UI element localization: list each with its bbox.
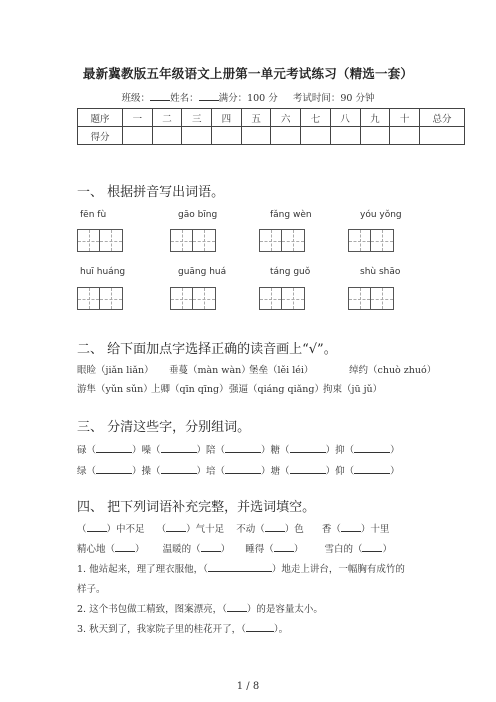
pinyin: shù shāo [360,267,401,277]
word-group-line [77,442,400,456]
writing-grid[interactable] [348,229,394,252]
char-label: ）塘（ [261,466,290,477]
text: ） [220,544,231,555]
question-1-cont: 样子。 [77,584,106,595]
question-2 [77,601,323,615]
text: 精心地（ [77,544,116,555]
answer-blank[interactable] [354,464,390,474]
text: ）色 [284,524,304,535]
score-cell[interactable] [420,127,465,145]
text: ） [135,544,145,555]
reading-choice[interactable]: 上卿（qīn qīng） [151,384,229,395]
answer-blank[interactable] [161,464,197,474]
score-header-cell: 一 [123,109,153,127]
answer-blank[interactable] [227,602,247,612]
char-label: 绿（ [77,466,97,477]
pinyin: huī huáng [80,267,126,277]
score-cell[interactable] [123,127,153,145]
answer-blank[interactable] [161,443,197,453]
answer-blank[interactable] [362,542,382,552]
pinyin: gāo bīng [178,210,218,220]
score-header-cell: 五 [241,109,271,127]
char-label: 碌（ [77,445,97,456]
score-cell[interactable] [212,127,242,145]
class-label: 班级： [121,93,151,104]
answer-blank[interactable] [354,443,390,453]
pinyin: fǎng wèn [270,210,312,220]
name-blank [199,91,219,101]
score-header-row [78,109,465,127]
pinyin: fēn fù [80,210,107,220]
answer-blank[interactable] [290,464,326,474]
score-row-label: 得分 [78,127,123,145]
score-header-cell: 七 [301,109,331,127]
exam-time: 考试时间：90 分钟 [292,93,375,104]
answer-blank[interactable] [225,443,261,453]
answer-blank[interactable] [246,622,274,632]
char-label: ） [390,445,400,456]
reading-choice[interactable]: 强逼（qiáng qiǎng） [229,384,324,395]
score-cell[interactable] [301,127,331,145]
section-4-heading: 四、 把下列词语补充完整，并选词填空。 [77,500,316,515]
word-group-line [77,463,400,477]
question-3 [77,621,288,635]
writing-grid[interactable] [77,287,123,310]
reading-choice[interactable]: 眼睑（jiǎn liǎn） [77,365,154,376]
text: 香（ [321,524,341,535]
section-2-heading: 二、 给下面加点字选择正确的读音画上“√”。 [77,342,337,357]
answer-blank[interactable] [96,464,132,474]
score-header-cell: 八 [330,109,360,127]
text: ）的是容量太小。 [246,604,323,615]
name-label: 姓名： [170,93,199,104]
score-value-row [78,127,465,145]
page-number: 1 / 8 [236,681,260,692]
reading-choice[interactable]: 绰约（chuò zhuó） [349,365,437,376]
score-cell[interactable] [152,127,182,145]
score-header-cell: 题序 [78,109,123,127]
score-cell[interactable] [271,127,301,145]
page-title: 最新冀教版五年级语文上册第一单元考试练习（精选一套） [82,66,414,81]
writing-grid[interactable] [170,229,216,252]
score-cell[interactable] [241,127,271,145]
question-1 [77,561,405,575]
answer-blank[interactable] [341,522,361,532]
score-table [77,108,465,145]
score-cell[interactable] [330,127,360,145]
score-header-cell: 三 [182,109,212,127]
writing-grid[interactable] [259,287,305,310]
answer-blank[interactable] [225,464,261,474]
reading-choice[interactable]: 游隼（yǔn sǔn） [77,384,153,395]
text: ）地走上讲台，一幅胸有成竹的 [271,564,405,575]
score-header-cell: 二 [152,109,182,127]
text: ）气十足 [186,524,225,535]
answer-blank[interactable] [290,443,326,453]
text: ） [382,544,392,555]
char-label: ） [390,466,400,477]
char-label: ）培（ [196,466,226,477]
text: ）。 [273,624,289,635]
full-score: 满分：100 分 [218,93,278,104]
answer-blank[interactable] [265,522,285,532]
text: ）十里 [360,524,390,535]
writing-grid[interactable] [348,287,394,310]
exam-info [0,90,496,104]
reading-choice[interactable]: 堡垒（lěi léi） [249,365,314,376]
char-label: ）陪（ [196,445,226,456]
section-3-heading: 三、 分清这些字，分别组词。 [77,420,251,435]
text: 2. 这个书包做工精致，图案漂亮，（ [77,604,227,615]
idiom-line [77,541,392,555]
answer-blank[interactable] [208,562,272,572]
text: 3. 秋天到了，我家院子里的桂花开了，（ [77,624,246,635]
reading-choice[interactable]: 垂蔓（màn wàn） [169,365,251,376]
writing-grid[interactable] [77,229,123,252]
char-label: ）噪（ [132,445,161,456]
answer-blank[interactable] [201,542,221,552]
answer-blank[interactable] [87,522,107,532]
answer-blank[interactable] [96,443,132,453]
score-cell[interactable] [390,127,420,145]
text: 雪白的（ [324,544,363,555]
pinyin: táng guǒ [270,267,311,277]
idiom-line [77,521,389,535]
text: （ [156,524,167,535]
text: ）中不足 [106,524,145,535]
text: 温暖的（ [162,544,201,555]
class-blank [150,91,170,101]
writing-grid[interactable] [259,229,305,252]
writing-grid[interactable] [170,287,216,310]
char-label: ）糖（ [261,445,290,456]
text: 睡得（ [245,544,274,555]
score-cell[interactable] [182,127,212,145]
char-label: ）操（ [132,466,161,477]
score-header-cell: 九 [360,109,390,127]
score-header-cell: 六 [271,109,301,127]
reading-choice[interactable]: 拘束（jū jǔ） [323,384,383,395]
text: 不动（ [236,524,265,535]
text: （ [77,524,87,535]
text: 1. 他站起来，理了理衣服他，（ [77,564,208,575]
score-cell[interactable] [360,127,390,145]
answer-blank[interactable] [115,542,135,552]
score-header-cell: 总分 [420,109,465,127]
pinyin: guāng huá [178,267,227,277]
pinyin: yóu yǒng [360,210,402,220]
answer-blank[interactable] [274,542,294,552]
char-label: ）仰（ [325,466,355,477]
section-1-heading: 一、 根据拼音写出词语。 [77,185,225,200]
text: ） [293,544,304,555]
score-header-cell: 十 [390,109,420,127]
score-header-cell: 四 [212,109,242,127]
char-label: ）抑（ [325,445,355,456]
answer-blank[interactable] [166,522,186,532]
